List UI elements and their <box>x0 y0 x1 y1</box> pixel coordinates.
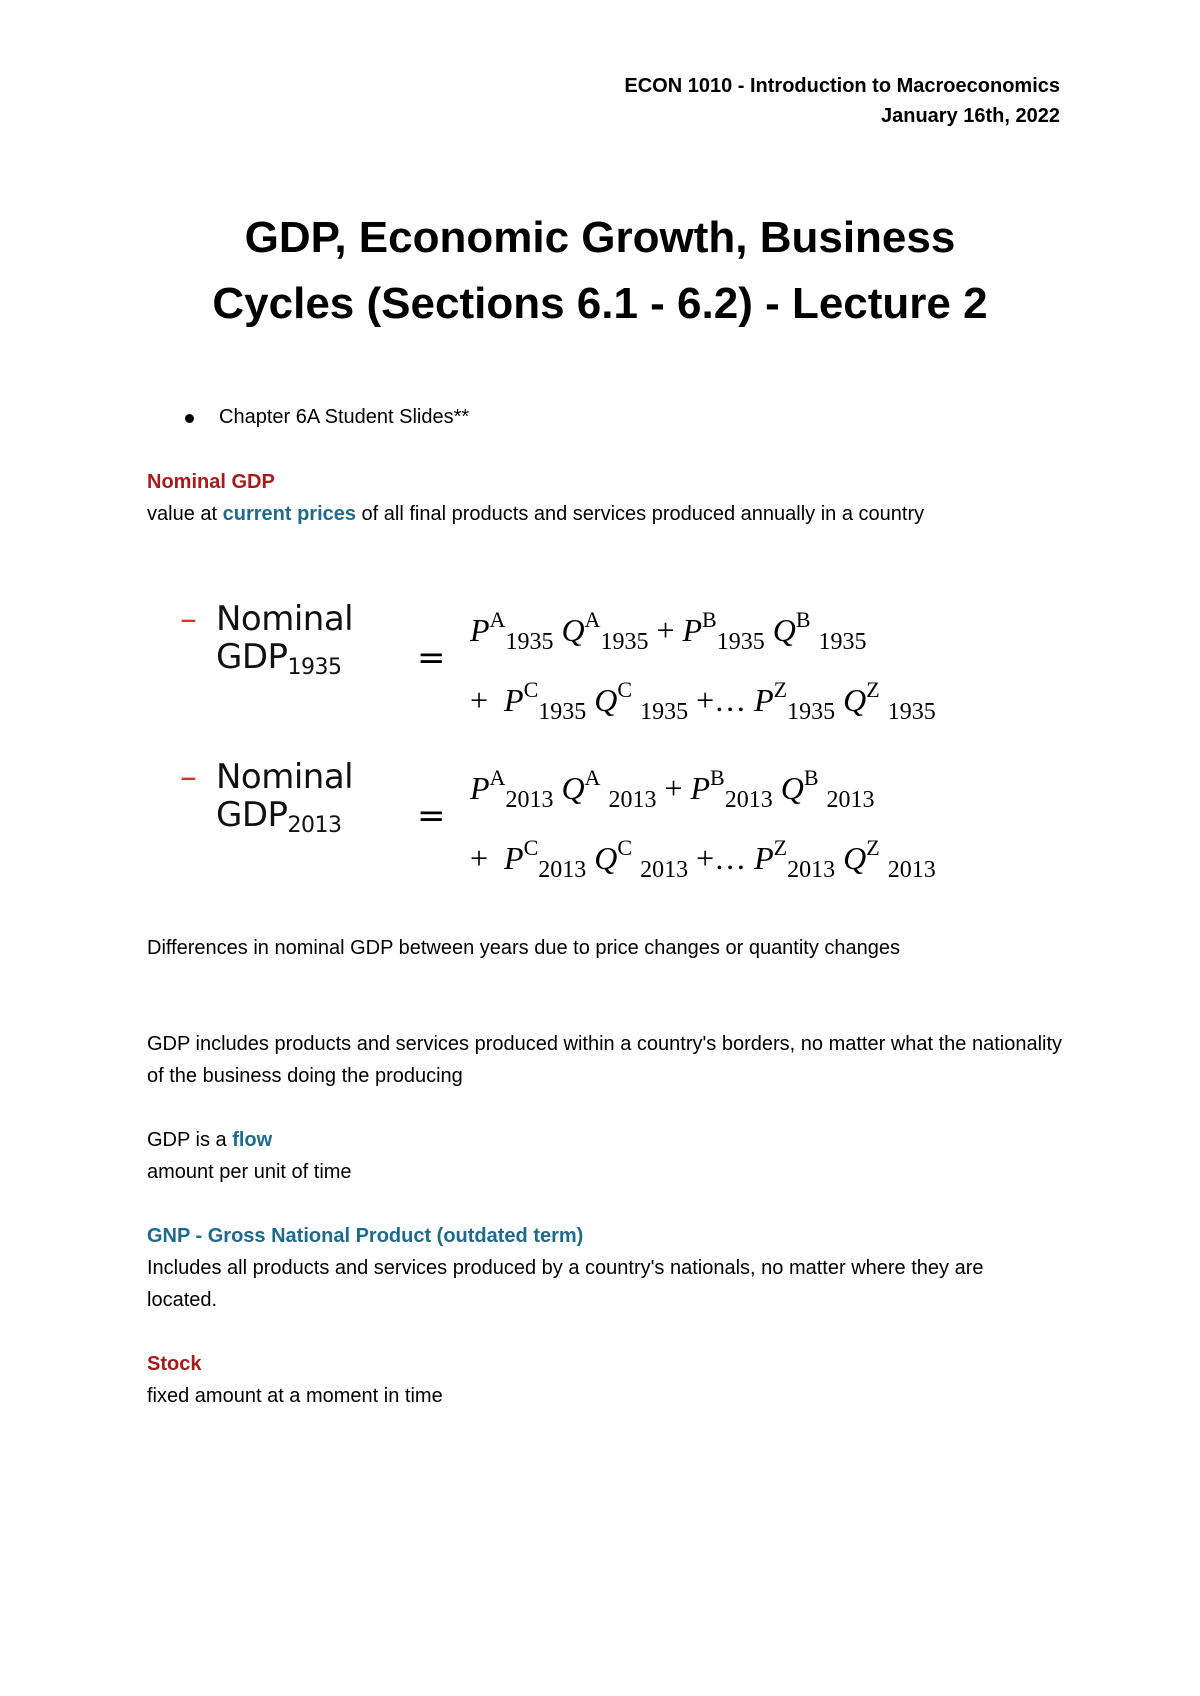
formula-line-1: $P^A_{2013}$ $Q^A$ $_{2013} + P^B_{2013}$ $Q^B$ $_{2013}$ <box>470 765 875 813</box>
includes-paragraph: GDP includes products and services produced within a country's borders, no matter what the nationality of the business doing the producing <box>147 1033 1063 1087</box>
flow-statement: GDP is a flow <box>147 1129 273 1151</box>
differences-paragraph: Differences in nominal GDP between years due to price changes or quantity changes <box>147 937 901 959</box>
label-gdp: GDP <box>216 637 288 677</box>
stock-heading: Stock <box>147 1353 202 1375</box>
lecture-date: January 16th, 2022 <box>881 105 1060 127</box>
nominal-gdp-heading: Nominal GDP <box>147 471 275 493</box>
formula-2013 <box>180 757 1060 883</box>
dash-bullet: – <box>180 757 197 797</box>
flow-definition: amount per unit of time <box>147 1161 352 1183</box>
formula-line-2: + $P^C_{2013}$ $Q^C$ $_{2013}$ +… $P^Z_{2013}$ $Q^Z$ $_{2013}$ <box>470 835 936 883</box>
list-item: Chapter 6A Student Slides** <box>147 402 469 432</box>
stock-section <box>147 1348 1067 1412</box>
bullet-list <box>147 402 469 432</box>
label-nominal: Nominal <box>216 757 354 797</box>
course-name: ECON 1010 - Introduction to Macroeconomics <box>624 75 1060 97</box>
label-year: 2013 <box>287 813 342 838</box>
formula-1935 <box>180 599 1060 725</box>
definition-text-cont: of all final products and services produced annually in a country <box>356 503 925 525</box>
label-year: 1935 <box>287 655 342 680</box>
equals-sign: = <box>417 796 446 836</box>
gnp-section <box>147 1220 1017 1316</box>
formula-line-2: + $P^C_{1935}$ $Q^C$ $_{1935}$ +… $P^Z_{1935}$ $Q^Z$ $_{1935}$ <box>470 677 936 725</box>
stock-definition: fixed amount at a moment in time <box>147 1385 443 1407</box>
current-prices-keyword: current prices <box>222 503 356 525</box>
label-nominal: Nominal <box>216 599 354 639</box>
nominal-gdp-section <box>147 466 1067 530</box>
nominal-gdp-definition <box>147 498 1027 530</box>
dash-bullet: – <box>180 599 197 639</box>
gnp-definition: Includes all products and services produced by a country's nationals, no matter where they are located. <box>147 1257 984 1311</box>
title-line-1: GDP, Economic Growth, Business <box>244 213 956 262</box>
definition-text: value at <box>147 503 223 525</box>
equals-sign: = <box>417 638 446 678</box>
label-gdp: GDP <box>216 795 288 835</box>
flow-keyword: flow <box>232 1129 273 1151</box>
title-line-2: Cycles (Sections 6.1 - 6.2) - Lecture 2 <box>212 279 988 328</box>
course-header <box>624 71 1060 131</box>
flow-section <box>147 1124 1067 1188</box>
page-title <box>100 205 1100 337</box>
gnp-heading: GNP - Gross National Product (outdated term) <box>147 1225 584 1247</box>
formula-line-1: $P^A_{1935}$ $Q^A_{1935} + P^B_{1935}$ $Q^B$ $_{1935}$ <box>470 607 867 655</box>
